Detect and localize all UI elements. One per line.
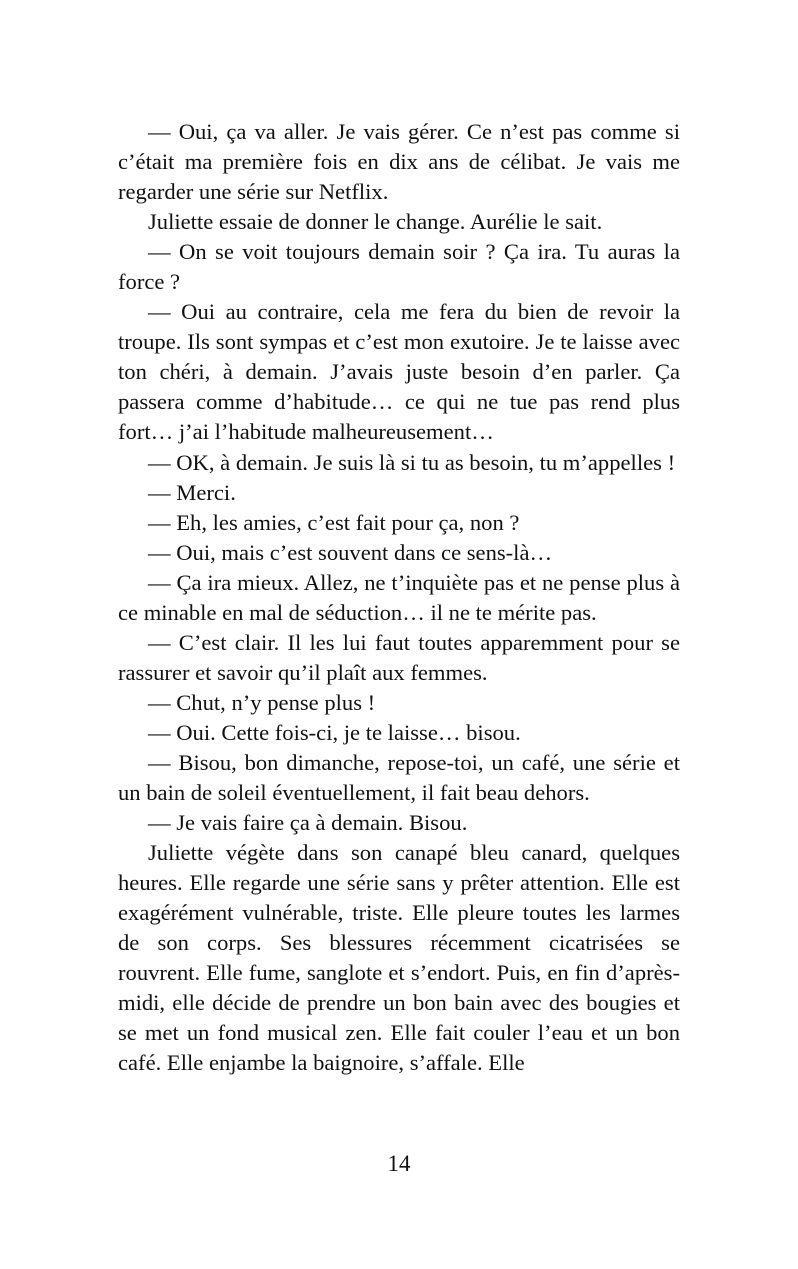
paragraph: — Bisou, bon dimanche, repose-toi, un café, une série et un bain de soleil éventuellement, il fait beau dehors.	[118, 749, 680, 806]
paragraph: — Je vais faire ça à demain. Bisou.	[148, 810, 468, 836]
paragraph: — Oui. Cette fois-ci, je te laisse… bisou.	[148, 719, 521, 745]
paragraph: — Oui, ça va aller. Je vais gérer. Ce n’est pas comme si c’était ma première fois en dix ans de célibat. Je vais me regarder une série sur Netflix.	[118, 119, 680, 205]
paragraph: Juliette végète dans son canapé bleu canard, quelques heures. Elle regarde une série sans y prêter attention. Elle est exagérément vulnérable, triste. Elle pleure toutes les larmes de son corps. Ses blessures récemment cicatrisées se rouvrent. Elle fume, sanglote et s’endort. Puis, en fin d’après-midi, elle décide de prendre un bon bain avec des bougies et se met un fond musical zen. Elle fait couler l’eau et un bon café. Elle enjambe la baignoire, s’affale. Elle	[118, 840, 680, 1076]
paragraph: — Ça ira mieux. Allez, ne t’inquiète pas et ne pense plus à ce minable en mal de séduction… il ne te mérite pas.	[118, 569, 680, 625]
paragraph: — Merci.	[148, 479, 236, 505]
paragraph: — OK, à demain. Je suis là si tu as besoin, tu m’appelles !	[148, 449, 676, 475]
paragraph: — Chut, n’y pense plus !	[148, 689, 376, 715]
paragraph: — C’est clair. Il les lui faut toutes apparemment pour se rassurer et savoir qu’il plaît aux femmes.	[118, 629, 680, 685]
body-text	[118, 117, 680, 1079]
paragraph: — Oui, mais c’est souvent dans ce sens-là…	[148, 539, 553, 565]
page-number: 14	[387, 1151, 411, 1176]
paragraph: — Oui au contraire, cela me fera du bien de revoir la troupe. Ils sont sympas et c’est mon exutoire. Je te laisse avec ton chéri, à demain. J’avais juste besoin d’en parler. Ça passera comme d’habitude… ce qui ne tue pas rend plus fort… j’ai l’habitude malheureusement…	[118, 299, 680, 445]
paragraph: Juliette essaie de donner le change. Aurélie le sait.	[148, 209, 603, 235]
paragraph: — On se voit toujours demain soir ? Ça ira. Tu auras la force ?	[118, 239, 680, 295]
paragraph: — Eh, les amies, c’est fait pour ça, non ?	[148, 509, 520, 535]
